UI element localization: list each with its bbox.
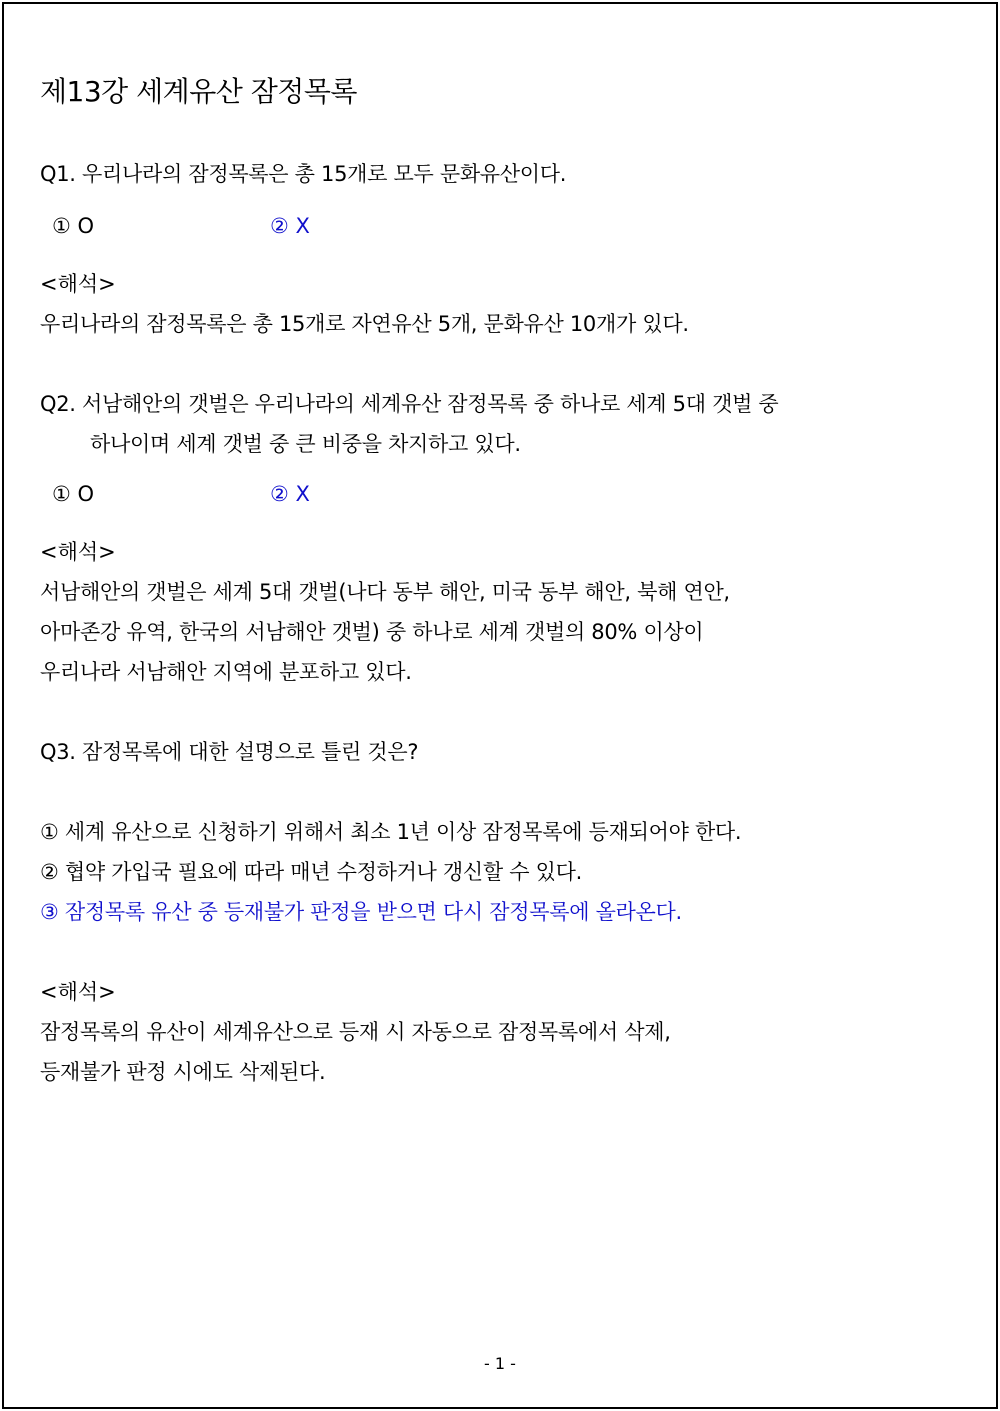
q1-explanation: 우리나라의 잠정목록은 총 15개로 자연유산 5개, 문화유산 10개가 있다. (40, 312, 689, 336)
page (2, 2, 998, 1409)
q3-choice-2: ② 협약 가입국 필요에 따라 매년 수정하거나 갱신할 수 있다. (40, 860, 582, 884)
q2-option-o: ① O (52, 482, 95, 506)
q2-explanation (40, 572, 730, 692)
page-number: - 1 - (484, 1354, 516, 1373)
question-2 (40, 384, 778, 464)
q2-explanation-line: 서남해안의 갯벌은 세계 5대 갯벌(나다 동부 해안, 미국 동부 해안, 북해 연안, (40, 580, 730, 604)
q3-choice-1: ① 세계 유산으로 신청하기 위해서 최소 1년 이상 잠정목록에 등재되어야 한다. (40, 820, 742, 844)
q1-option-x: ② X (270, 214, 310, 238)
question-2-line-1: Q2. 서남해안의 갯벌은 우리나라의 세계유산 잠정목록 중 하나로 세계 5대 갯벌 중 (40, 392, 779, 416)
q3-explanation-line: 잠정목록의 유산이 세계유산으로 등재 시 자동으로 잠정목록에서 삭제, (40, 1020, 671, 1044)
q2-explanation-line: 아마존강 유역, 한국의 서남해안 갯벌) 중 하나로 세계 갯벌의 80% 이상이 (40, 620, 704, 644)
q3-choice-3: ③ 잠정목록 유산 중 등재불가 판정을 받으면 다시 잠정목록에 올라온다. (40, 900, 682, 924)
question-2-line-2: 하나이며 세계 갯벌 중 큰 비중을 차지하고 있다. (90, 432, 521, 456)
page-title: 제13강 세계유산 잠정목록 (40, 75, 357, 108)
q2-explanation-line: 우리나라 서남해안 지역에 분포하고 있다. (40, 660, 412, 684)
q2-option-x: ② X (270, 482, 310, 506)
question-1: Q1. 우리나라의 잠정목록은 총 15개로 모두 문화유산이다. (40, 162, 567, 186)
q1-explanation-label: <해석> (40, 272, 116, 296)
q2-explanation-label: <해석> (40, 540, 116, 564)
q1-option-o: ① O (52, 214, 95, 238)
q3-explanation (40, 1012, 671, 1092)
question-3: Q3. 잠정목록에 대한 설명으로 틀린 것은? (40, 740, 419, 764)
q3-explanation-label: <해석> (40, 980, 116, 1004)
q3-explanation-line: 등재불가 판정 시에도 삭제된다. (40, 1060, 326, 1084)
question-3-choices (40, 812, 741, 932)
